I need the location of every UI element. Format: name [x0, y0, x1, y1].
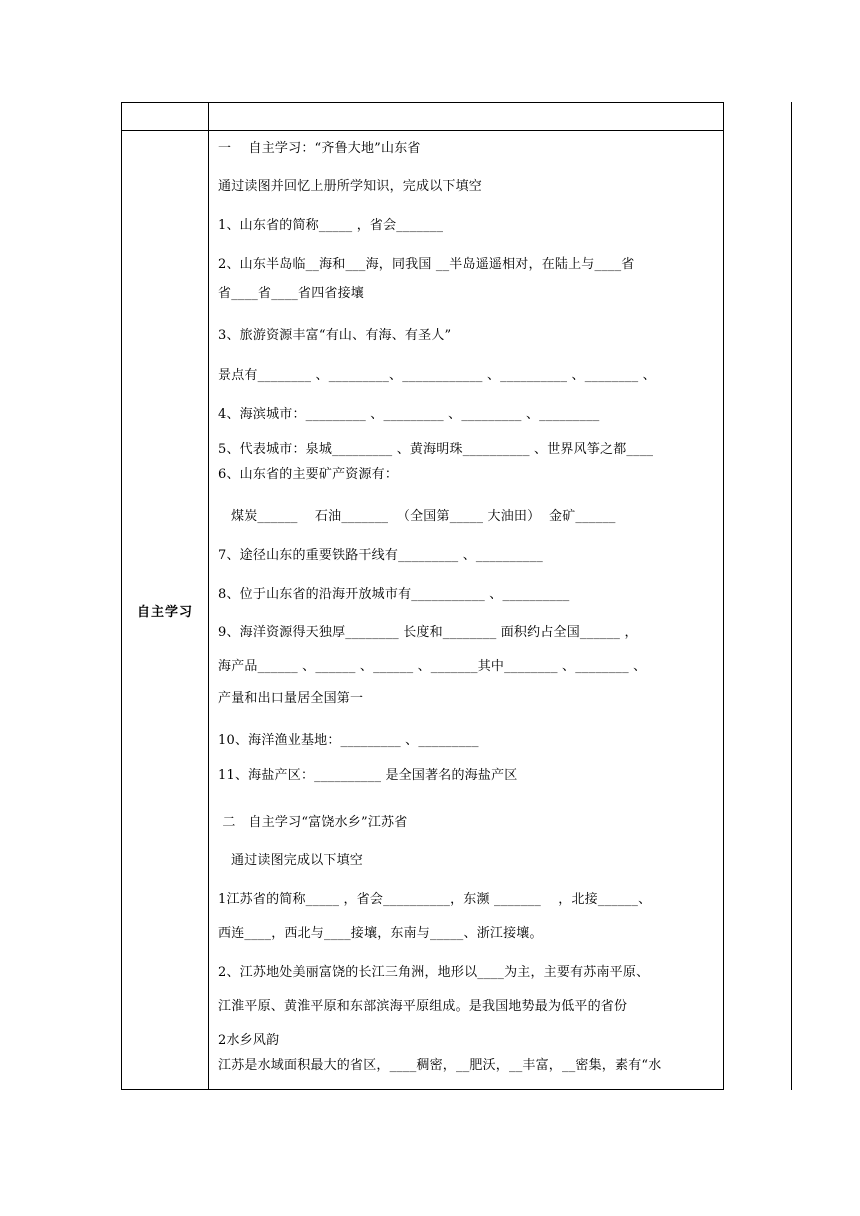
question-9-line-1: 9、海洋资源得天独厚________ 长度和________ 面积约占全国______ ， [218, 625, 638, 640]
question-4: 4、海滨城市：_________ 、_________ 、_________ 、_________ [218, 407, 600, 422]
water-town-text: 江苏是水域面积最大的省区，____稠密，__肥沃，__丰富，__密集，素有“水 [218, 1058, 662, 1073]
header-row [122, 103, 724, 131]
worksheet-table [121, 102, 724, 1090]
jiangsu-heading: 二 自主学习“富饶水乡”江苏省 [218, 815, 408, 830]
content-cell [209, 131, 724, 1090]
question-9-line-2: 海产品______ 、______ 、______ 、_______其中________ 、________ 、 [218, 659, 647, 674]
header-right-cell [209, 103, 724, 131]
question-11: 11、海盐产区：__________ 是全国著名的海盐产区 [218, 768, 518, 783]
question-1: 1、山东省的简称_____ ，省会_______ [218, 218, 444, 233]
question-2-line-2: 省____省____省四省接壤 [218, 286, 365, 301]
shandong-instruction: 通过读图并回忆上册所学知识，完成以下填空 [218, 179, 483, 194]
content-area [209, 131, 723, 1088]
question-7: 7、途径山东的重要铁路干线有_________ 、__________ [218, 548, 543, 563]
jiangsu-question-1-line-2: 西连____，西北与____接壤，东南与_____、浙江接壤。 [218, 926, 543, 941]
question-6: 6、山东省的主要矿产资源有： [218, 467, 399, 482]
body-row [122, 131, 724, 1090]
jiangsu-question-2-line-2: 江淮平原、黄淮平原和东部滨海平原组成。是我国地势最为低平的省份 [218, 999, 628, 1014]
question-8: 8、位于山东省的沿海开放城市有___________ 、__________ [218, 587, 570, 602]
jiangsu-question-1-line-1: 1江苏省的简称_____ ，省会__________，东濒 _______ ，北接______、 [218, 892, 652, 907]
question-6-minerals: 煤炭______ 石油_______ （全国第_____ 大油田） 金矿______ [218, 509, 616, 524]
question-9-line-3: 产量和出口量居全国第一 [218, 691, 364, 706]
jiangsu-instruction: 通过读图完成以下填空 [218, 853, 363, 868]
question-3: 3、旅游资源丰富“有山、有海、有圣人” [218, 328, 452, 343]
water-town-heading: 2水乡风韵 [218, 1033, 280, 1048]
section-label: 自主学习 [122, 131, 209, 1090]
question-5: 5、代表城市：泉城_________ 、黄海明珠__________ 、世界风筝之都____ [218, 442, 654, 457]
question-2-line-1: 2、山东半岛临__海和___海，同我国 __半岛遥遥相对，在陆上与____省 [218, 257, 635, 272]
shandong-heading: 一 自主学习：“齐鲁大地”山东省 [218, 141, 421, 156]
question-10: 10、海洋渔业基地：_________ 、_________ [218, 733, 479, 748]
header-left-cell [122, 103, 209, 131]
margin-rule [791, 102, 792, 1090]
question-3-scenic-spots: 景点有________ 、_________、____________ 、__________ 、________ 、 [218, 368, 656, 383]
jiangsu-question-2-line-1: 2、江苏地处美丽富饶的长江三角洲，地形以____为主，主要有苏南平原、 [218, 965, 650, 980]
